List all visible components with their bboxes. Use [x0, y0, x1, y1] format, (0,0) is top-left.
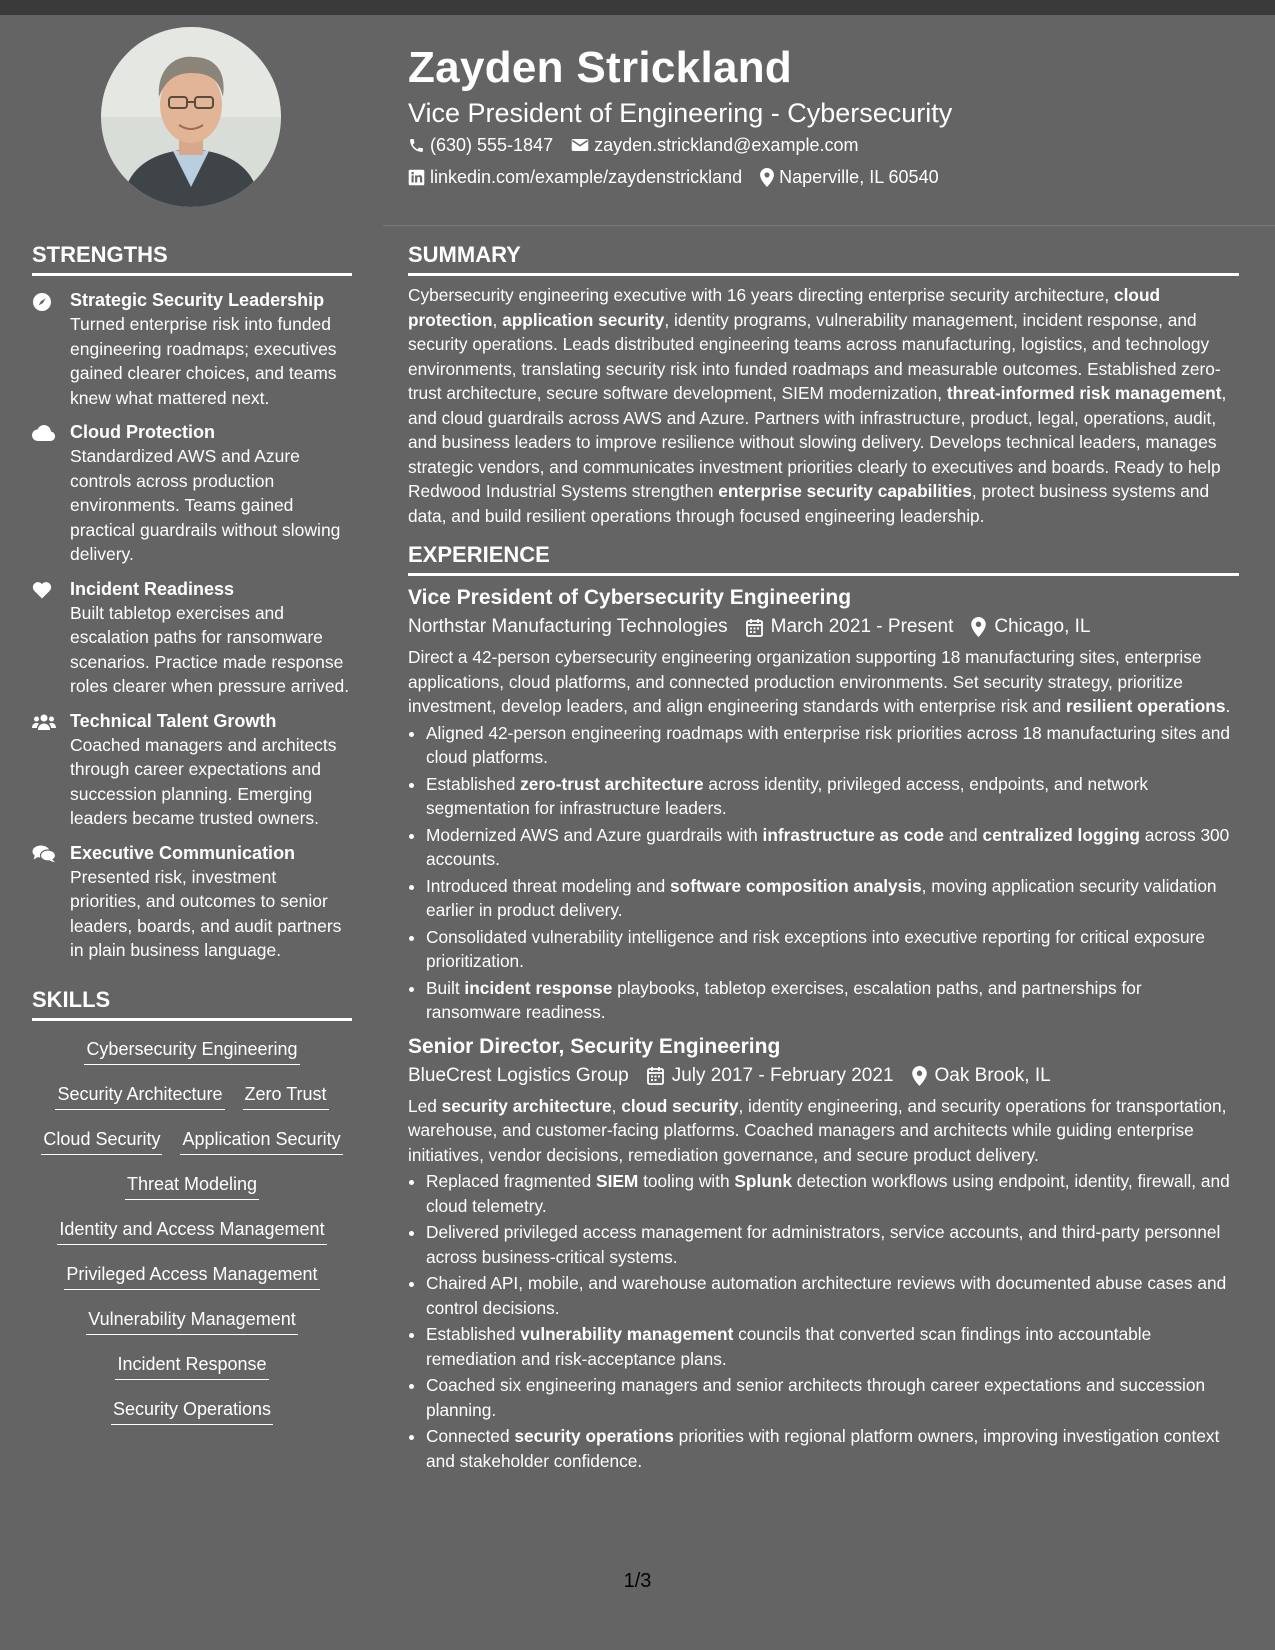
job-entry: [408, 1033, 1239, 1474]
phone-item[interactable]: [408, 129, 553, 161]
skill-tag: Security Operations: [111, 1397, 273, 1425]
contact-row-2: [408, 161, 1248, 193]
strength-title: Cloud Protection: [70, 422, 215, 442]
skill-tag: Incident Response: [115, 1352, 268, 1380]
strength-desc: Built tabletop exercises and escalation paths for ransomware scenarios. Practice made response roles clearer when pressure arrived.: [70, 602, 350, 696]
job-title: Senior Director, Security Engineering: [408, 1034, 781, 1058]
bold-phrase: centralized logging: [982, 824, 1140, 845]
linkedin-text: linkedin.com/example/zaydenstrickland: [430, 167, 743, 187]
strength-title: Executive Communication: [70, 842, 296, 863]
header-divider: [383, 225, 1275, 226]
strength-title: Strategic Security Leadership: [70, 290, 325, 310]
job-location: [971, 612, 1090, 642]
job-bullets: [408, 721, 1239, 1025]
bold-phrase: Splunk: [734, 1171, 792, 1191]
comments-icon: [32, 845, 56, 863]
bold-phrase: infrastructure as code: [762, 824, 945, 845]
strength-item: [32, 709, 352, 831]
job-bullet: • Introduced threat modeling and software composition analysis, moving application security validation earlier in product delivery.: [426, 874, 1239, 923]
cloud-icon: [32, 424, 56, 442]
skill-tag: Vulnerability Management: [86, 1307, 297, 1335]
job-meta: [408, 612, 1239, 642]
job-description: Direct a 42-person cybersecurity engineering organization supporting 18 manufacturing sites, enterprise applications, cloud platforms, and connected production environments. Set security strategy, prioritize investment, develop leaders, and align engineering standards with enterprise risk and resilient operations.: [408, 647, 1231, 716]
bold-phrase: cloud security: [621, 1095, 739, 1116]
location-text: Naperville, IL 60540: [779, 167, 939, 187]
email-text: zayden.strickland@example.com: [594, 135, 859, 155]
strength-desc: Presented risk, investment priorities, and outcomes to senior leaders, boards, and audit partners in plain business language.: [70, 866, 342, 960]
job-bullet: • Built incident response playbooks, tabletop exercises, escalation paths, and partnerships for ransomware readiness.: [426, 976, 1239, 1025]
phone-icon: [408, 137, 425, 154]
job-bullets: [408, 1169, 1239, 1473]
resume-header: [408, 40, 1248, 193]
bold-phrase: software composition analysis: [670, 875, 922, 896]
job-bullet: • Delivered privileged access management for administrators, service accounts, and third-party personnel across business-critical systems.: [426, 1220, 1239, 1269]
skill-tag: Threat Modeling: [125, 1172, 259, 1200]
strength-item: [32, 420, 352, 567]
bold-phrase: vulnerability management: [520, 1324, 734, 1344]
bold-phrase: threat-informed risk management: [946, 383, 1222, 403]
bold-phrase: security operations: [514, 1426, 674, 1446]
calendar-icon: [647, 1066, 664, 1085]
job-bullet: • Established vulnerability management councils that converted scan findings into accountable remediation and risk-acceptance plans.: [426, 1322, 1239, 1371]
strength-title: Incident Readiness: [70, 578, 235, 599]
users-icon: [32, 713, 56, 731]
job-title: Vice President of Cybersecurity Engineering: [408, 586, 852, 609]
job-location: [912, 1061, 1051, 1091]
contact-row-1: [408, 129, 1248, 161]
linkedin-item[interactable]: [408, 161, 742, 193]
profile-photo: [101, 27, 281, 207]
job-dates: [746, 612, 954, 642]
job-dates-text: March 2021 - Present: [770, 616, 954, 637]
job-bullet: • Established zero-trust architecture across identity, privileged access, endpoints, and network segmentation for infrastructure leaders.: [426, 772, 1239, 821]
job-bullet: • Connected security operations priorities with regional platform owners, improving investigation context and stakeholder confidence.: [426, 1424, 1239, 1473]
sidebar: [32, 240, 352, 1434]
strength-desc: Standardized AWS and Azure controls across production environments. Teams gained practical guardrails without slowing delivery.: [70, 446, 341, 564]
job-bullet: • Consolidated vulnerability intelligence and risk exceptions into executive reporting for critical exposure prioritization.: [426, 925, 1239, 974]
email-item[interactable]: [571, 129, 858, 161]
compass-icon: [32, 292, 52, 312]
job-bullet: • Chaired API, mobile, and warehouse automation architecture reviews with documented abuse cases and control decisions.: [426, 1271, 1239, 1320]
skill-tag: Cloud Security: [41, 1127, 162, 1155]
bold-phrase: SIEM: [596, 1171, 639, 1191]
strength-title: Technical Talent Growth: [70, 710, 277, 731]
heart-icon: [32, 581, 52, 599]
bold-phrase: resilient operations: [1066, 696, 1226, 716]
strength-item: [32, 288, 352, 410]
location-item: [760, 161, 938, 193]
job-bullet: • Modernized AWS and Azure guardrails with infrastructure as code and centralized logging across 300 accounts.: [426, 823, 1239, 872]
page-number: 1/3: [623, 1570, 652, 1592]
strength-item: [32, 841, 352, 963]
envelope-icon: [571, 137, 589, 153]
job-entry: [408, 584, 1239, 1025]
job-company: BlueCrest Logistics Group: [408, 1064, 629, 1086]
calendar-icon: [746, 618, 763, 637]
job-company: Northstar Manufacturing Technologies: [408, 616, 728, 637]
bold-phrase: application security: [502, 309, 665, 330]
bold-phrase: zero-trust architecture: [520, 773, 704, 794]
skill-tag: Zero Trust: [243, 1082, 329, 1110]
job-meta: [408, 1061, 1239, 1091]
skills-heading: SKILLS: [32, 985, 352, 1021]
strength-desc: Turned enterprise risk into funded engineering roadmaps; executives gained clearer choices, and teams knew what mattered next.: [70, 314, 337, 408]
job-dates-text: July 2017 - February 2021: [671, 1064, 894, 1086]
map-pin-icon: [971, 617, 986, 637]
skill-tag: Cybersecurity Engineering: [84, 1037, 299, 1065]
phone-text: (630) 555-1847: [430, 135, 554, 155]
strength-item: [32, 577, 352, 699]
skill-tag: Privileged Access Management: [64, 1262, 319, 1290]
skill-tag: Security Architecture: [55, 1082, 224, 1110]
bold-phrase: security architecture: [441, 1095, 612, 1116]
job-dates: [647, 1061, 894, 1091]
strength-desc: Coached managers and architects through career expectations and succession planning. Emerging leaders became trusted owners.: [70, 734, 337, 828]
skill-tag: Application Security: [180, 1127, 342, 1155]
job-bullet: • Replaced fragmented SIEM tooling with Splunk detection workflows using endpoint, identity, firewall, and cloud telemetry.: [426, 1169, 1239, 1218]
bold-phrase: cloud protection: [408, 285, 1161, 330]
map-pin-icon: [760, 168, 774, 187]
strengths-list: [32, 288, 352, 963]
strengths-heading: STRENGTHS: [32, 240, 352, 276]
job-location-text: Oak Brook, IL: [934, 1064, 1051, 1086]
summary-heading: SUMMARY: [408, 240, 1239, 276]
linkedin-icon: [408, 169, 425, 186]
main-content: [408, 240, 1239, 1475]
bold-phrase: enterprise security capabilities: [718, 481, 972, 501]
job-bullet: • Coached six engineering managers and senior architects through career expectations and succession planning.: [426, 1373, 1239, 1422]
map-pin-icon: [912, 1066, 927, 1086]
top-bar: [0, 0, 1275, 15]
bold-phrase: incident response: [464, 977, 613, 998]
candidate-name: Zayden Strickland: [408, 43, 793, 92]
job-location-text: Chicago, IL: [994, 616, 1091, 637]
candidate-title: Vice President of Engineering - Cybersecurity: [408, 98, 953, 128]
summary-text: Cybersecurity engineering executive with 16 years directing enterprise security architecture, cloud protection, application security, identity programs, vulnerability management, incident response, and security operations. Leads distributed engineering teams across manufacturing, logistics, and technology environments, translating security risk into funded roadmaps and measurable outcomes. Established zero-trust architecture, secure software development, SIEM modernization, threat-informed risk management, and cloud guardrails across AWS and Azure. Partners with infrastructure, product, legal, operations, audit, and business leaders to improve resilience without slowing delivery. Develops technical leaders, manages strategic vendors, and communicates investment priorities clearly to executives and boards. Ready to help Redwood Industrial Systems strengthen enterprise security capabilities, protect business systems and data, and build resilient operations through focused engineering leadership.: [408, 285, 1227, 526]
job-bullet: • Aligned 42-person engineering roadmaps with enterprise risk priorities across 18 manufacturing sites and cloud platforms.: [426, 721, 1239, 770]
skill-tag: Identity and Access Management: [57, 1217, 326, 1245]
experience-heading: EXPERIENCE: [408, 540, 1239, 576]
skills-list: [32, 1029, 352, 1434]
job-description: Led security architecture, cloud security, identity engineering, and security operations for transportation, warehouse, and customer-facing platforms. Coached managers and architects while guiding enterprise initiatives, vendor decisions, remediation governance, and secure product delivery.: [408, 1095, 1227, 1165]
